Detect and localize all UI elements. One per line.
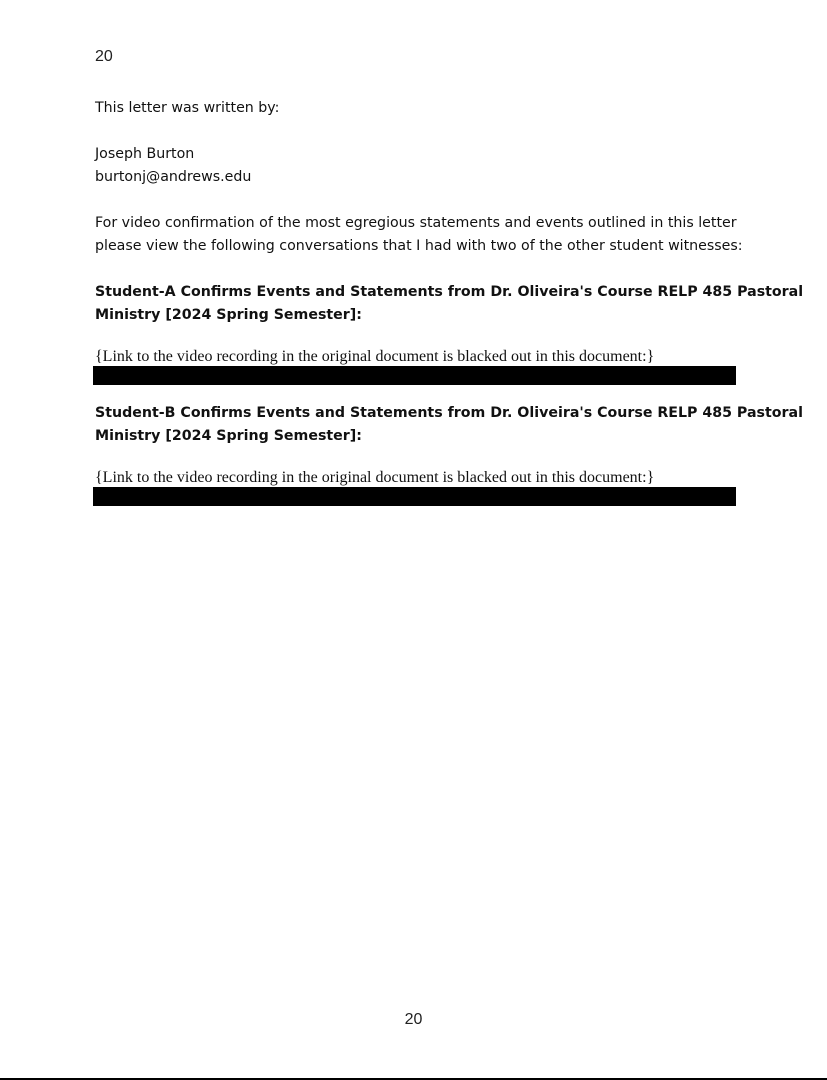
student-b-heading-line-1: Student-B Confirms Events and Statements from Dr. Oliveira's Course RELP 485 Pastoral	[95, 405, 803, 421]
student-a-heading-line-2: Ministry [2024 Spring Semester]:	[95, 307, 362, 323]
student-a-link-note: {Link to the video recording in the original document is blacked out in this document:}	[95, 348, 655, 365]
student-b-redaction-bar	[93, 487, 736, 506]
author-name: Joseph Burton	[95, 146, 195, 162]
video-intro-line-1: For video confirmation of the most egregious statements and events outlined in this letter	[95, 215, 737, 231]
student-a-redaction-bar	[93, 366, 736, 385]
video-intro-line-2: please view the following conversations that I had with two of the other student witnesses:	[95, 238, 743, 254]
author-intro: This letter was written by:	[95, 100, 280, 116]
header-page-number: 20	[95, 48, 113, 65]
student-b-heading-line-2: Ministry [2024 Spring Semester]:	[95, 428, 362, 444]
student-a-heading-line-1: Student-A Confirms Events and Statements from Dr. Oliveira's Course RELP 485 Pastoral	[95, 284, 804, 300]
footer-page-number: 20	[404, 1011, 423, 1028]
student-b-link-note: {Link to the video recording in the original document is blacked out in this document:}	[95, 469, 655, 486]
author-email: burtonj@andrews.edu	[95, 169, 252, 185]
